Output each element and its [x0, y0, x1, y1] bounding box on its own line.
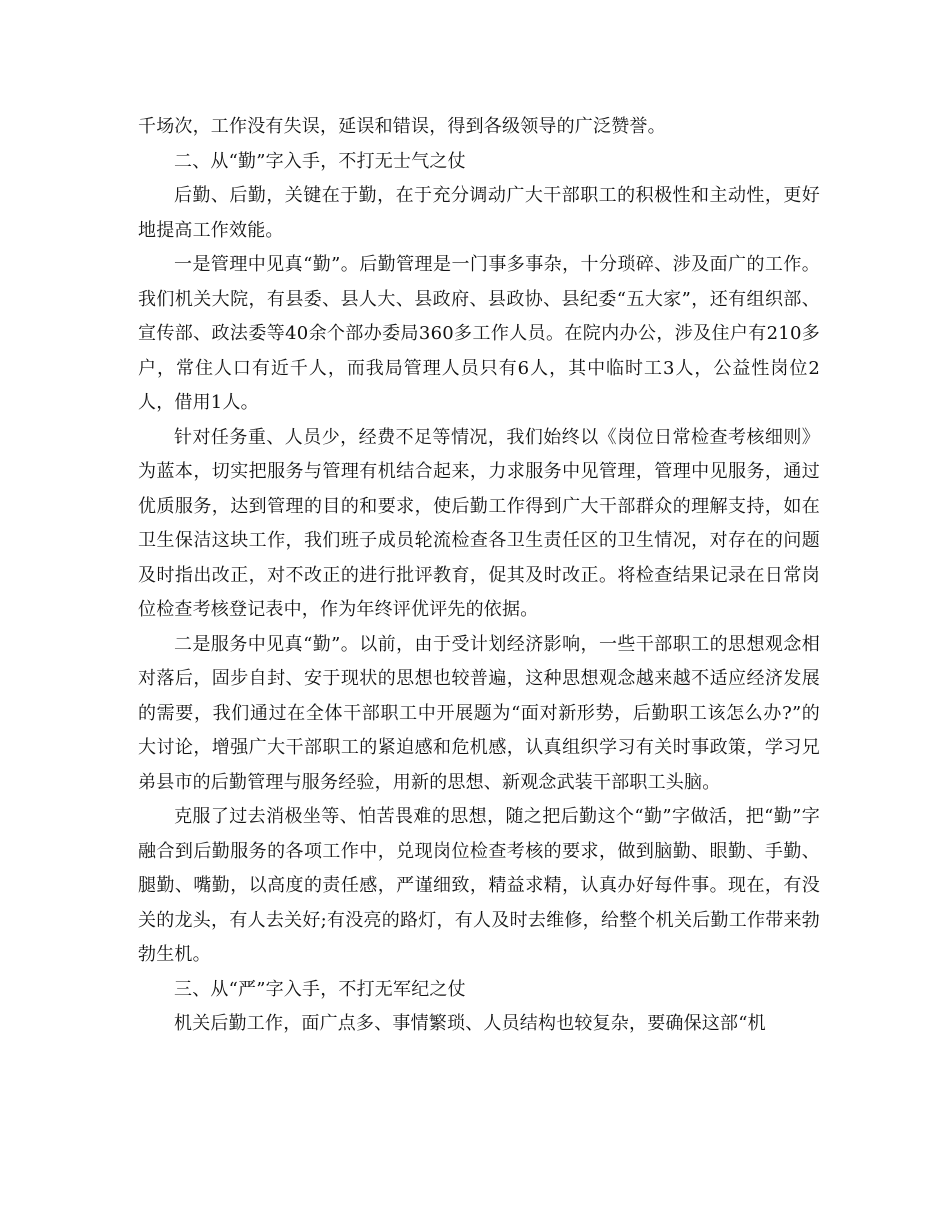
paragraph-inspection-rules: 针对任务重、人员少，经费不足等情况，我们始终以《岗位日常检查考核细则》为蓝本，切实把服务与管理有机结合起来，力求服务中见管理，管理中见服务，通过优质服务，达到管理的目的和要求，使后勤工作得到广大干部群众的理解支持，如在卫生保洁这块工作，我们班子成员轮流检查各卫生责任区的卫生情况，对存在的问题及时指出改正，对不改正的进行批评教育，促其及时改正。将检查结果记录在日常岗位检查考核登记表中，作为年终评优评先的依据。 [138, 426, 820, 620]
section-heading-strictness: 三、从“严”字入手，不打无军纪之仗 [174, 978, 466, 1000]
paragraph-management-diligence: 一是管理中见真“勤”。后勤管理是一门事多事杂，十分琐碎、涉及面广的工作。我们机关大院，有县委、县人大、县政府、县政协、县纪委“五大家”，还有组织部、宣传部、政法委等40余个部办委局360多工作人员。在院内办公，涉及住户有210多户，常住人口有近千人，而我局管理人员只有6人，其中临时工3人，公益性岗位2人，借用1人。 [138, 254, 820, 413]
paragraph-overcome-passivity: 克服了过去消极坐等、怕苦畏难的思想，随之把后勤这个“勤”字做活，把“勤”字融合到后勤服务的各项工作中，兑现岗位检查考核的要求，做到脑勤、眼勤、手勤、腿勤、嘴勤，以高度的责任感，严谨细致，精益求精，认真办好每件事。现在，有没关的龙头，有人去关好;有没亮的路灯，有人及时去维修，给整个机关后勤工作带来勃勃生机。 [138, 806, 820, 965]
paragraph-diligence-intro: 后勤、后勤，关键在于勤，在于充分调动广大干部职工的积极性和主动性，更好地提高工作效能。 [138, 185, 820, 241]
document-page [138, 110, 820, 1042]
section-heading-diligence: 二、从“勤”字入手，不打无士气之仗 [174, 150, 466, 172]
paragraph-continuation: 千场次，工作没有失误，延误和错误，得到各级领导的广泛赞誉。 [138, 116, 666, 137]
paragraph-strictness-intro: 机关后勤工作，面广点多、事情繁琐、人员结构也较复杂，要确保这部“机 [174, 1013, 766, 1034]
paragraph-service-diligence: 二是服务中见真“勤”。以前，由于受计划经济影响，一些干部职工的思想观念相对落后，固步自封、安于现状的思想也较普遍，这种思想观念越来越不适应经济发展的需要，我们通过在全体干部职工中开展题为“面对新形势，后勤职工该怎么办?”的大讨论，增强广大干部职工的紧迫感和危机感，认真组织学习有关时事政策，学习兄弟县市的后勤管理与服务经验，用新的思想、新观念武装干部职工头脑。 [138, 633, 820, 793]
